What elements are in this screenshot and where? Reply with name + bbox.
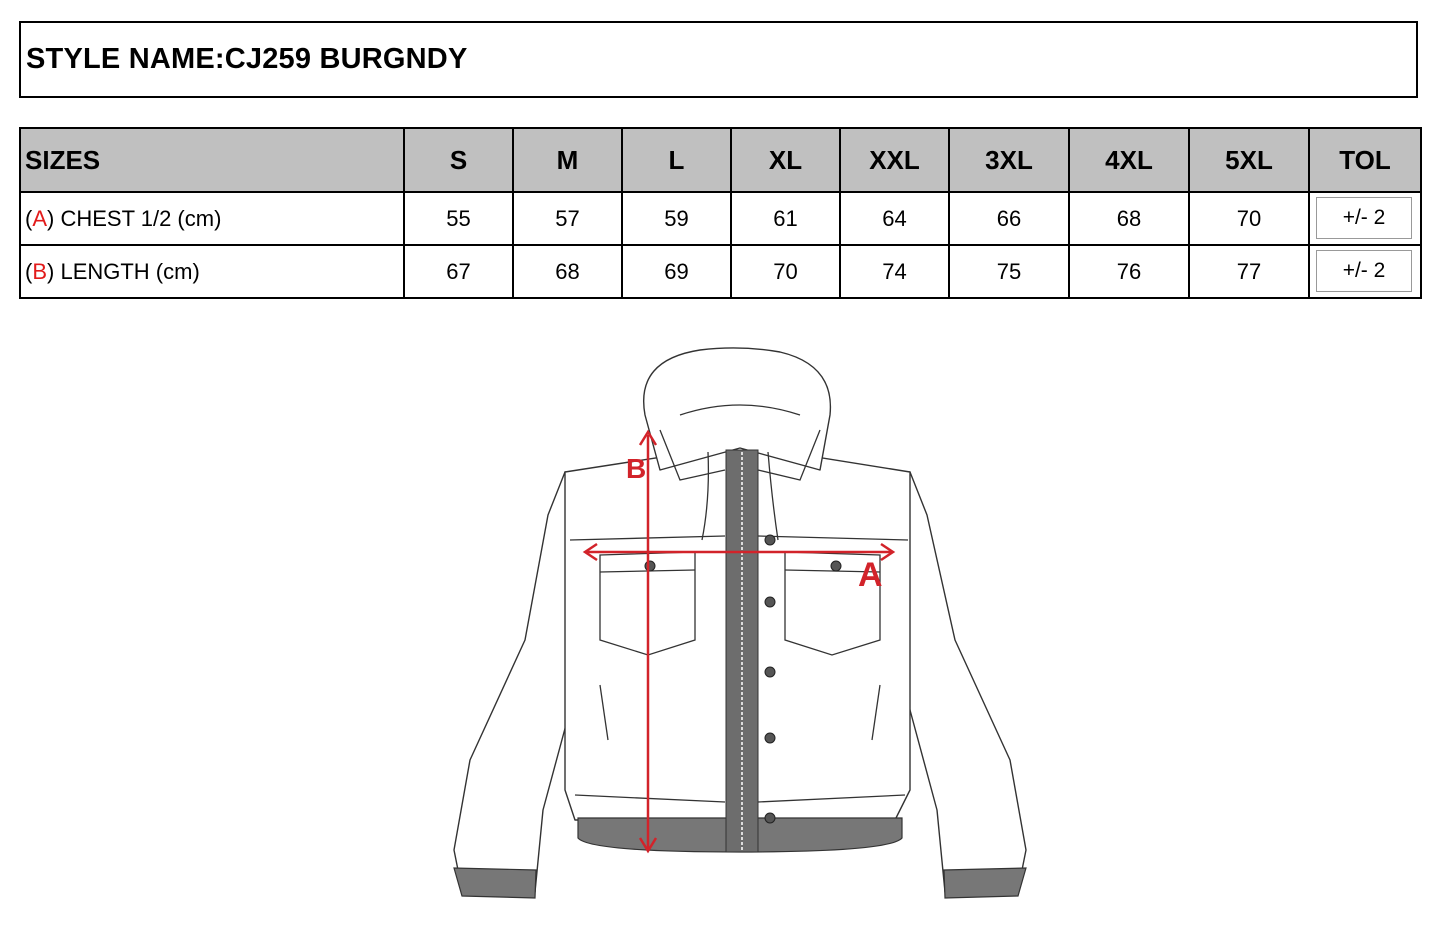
tolerance-cell: [1309, 245, 1421, 298]
size-s-header: S: [404, 128, 513, 192]
table-cell: 59: [622, 192, 731, 245]
right-sleeve: [895, 472, 1026, 892]
header-row: [20, 128, 1421, 192]
table-cell: 67: [404, 245, 513, 298]
button: [765, 813, 775, 823]
button: [831, 561, 841, 571]
table-cell: 68: [513, 245, 622, 298]
measure-name: ) CHEST 1/2 (cm): [47, 205, 222, 231]
button: [765, 667, 775, 677]
left-cuff: [454, 868, 536, 898]
button: [765, 597, 775, 607]
tolerance-value: +/- 2: [1316, 250, 1412, 292]
table-cell: 68: [1069, 192, 1189, 245]
table-cell: 75: [949, 245, 1069, 298]
size-5xl-header: 5XL: [1189, 128, 1309, 192]
size-3xl-header: 3XL: [949, 128, 1069, 192]
size-l-header: L: [622, 128, 731, 192]
measure-letter: A: [32, 205, 48, 231]
tolerance-value: +/- 2: [1316, 197, 1412, 239]
size-xl-header: XL: [731, 128, 840, 192]
table-cell: 66: [949, 192, 1069, 245]
size-chart-table: [19, 127, 1422, 299]
button: [765, 535, 775, 545]
table-cell: 76: [1069, 245, 1189, 298]
hoodie-placket: [726, 450, 758, 852]
size-4xl-header: 4XL: [1069, 128, 1189, 192]
jacket-technical-drawing: [440, 340, 1040, 920]
measure-letter: B: [32, 258, 48, 284]
row-label-length: (B) LENGTH (cm): [20, 245, 404, 298]
size-xxl-header: XXL: [840, 128, 949, 192]
table-cell: 74: [840, 245, 949, 298]
table-row: [20, 245, 1421, 298]
table-cell: 70: [1189, 192, 1309, 245]
style-name-box: [19, 21, 1418, 98]
row-label-chest: (A) CHEST 1/2 (cm): [20, 192, 404, 245]
tol-header: TOL: [1309, 128, 1421, 192]
table-cell: 61: [731, 192, 840, 245]
tolerance-cell: [1309, 192, 1421, 245]
button: [645, 561, 655, 571]
length-label: B: [626, 453, 647, 484]
table-cell: 64: [840, 192, 949, 245]
table-cell: 77: [1189, 245, 1309, 298]
chest-label: A: [858, 556, 883, 594]
style-name: STYLE NAME:CJ259 BURGNDY: [26, 43, 468, 75]
sizes-header: SIZES: [20, 128, 404, 192]
table-row: [20, 192, 1421, 245]
measure-name: ) LENGTH (cm): [47, 258, 200, 284]
right-cuff: [944, 868, 1026, 898]
size-m-header: M: [513, 128, 622, 192]
table-cell: 69: [622, 245, 731, 298]
button: [765, 733, 775, 743]
table-cell: 55: [404, 192, 513, 245]
table-cell: 70: [731, 245, 840, 298]
table-cell: 57: [513, 192, 622, 245]
